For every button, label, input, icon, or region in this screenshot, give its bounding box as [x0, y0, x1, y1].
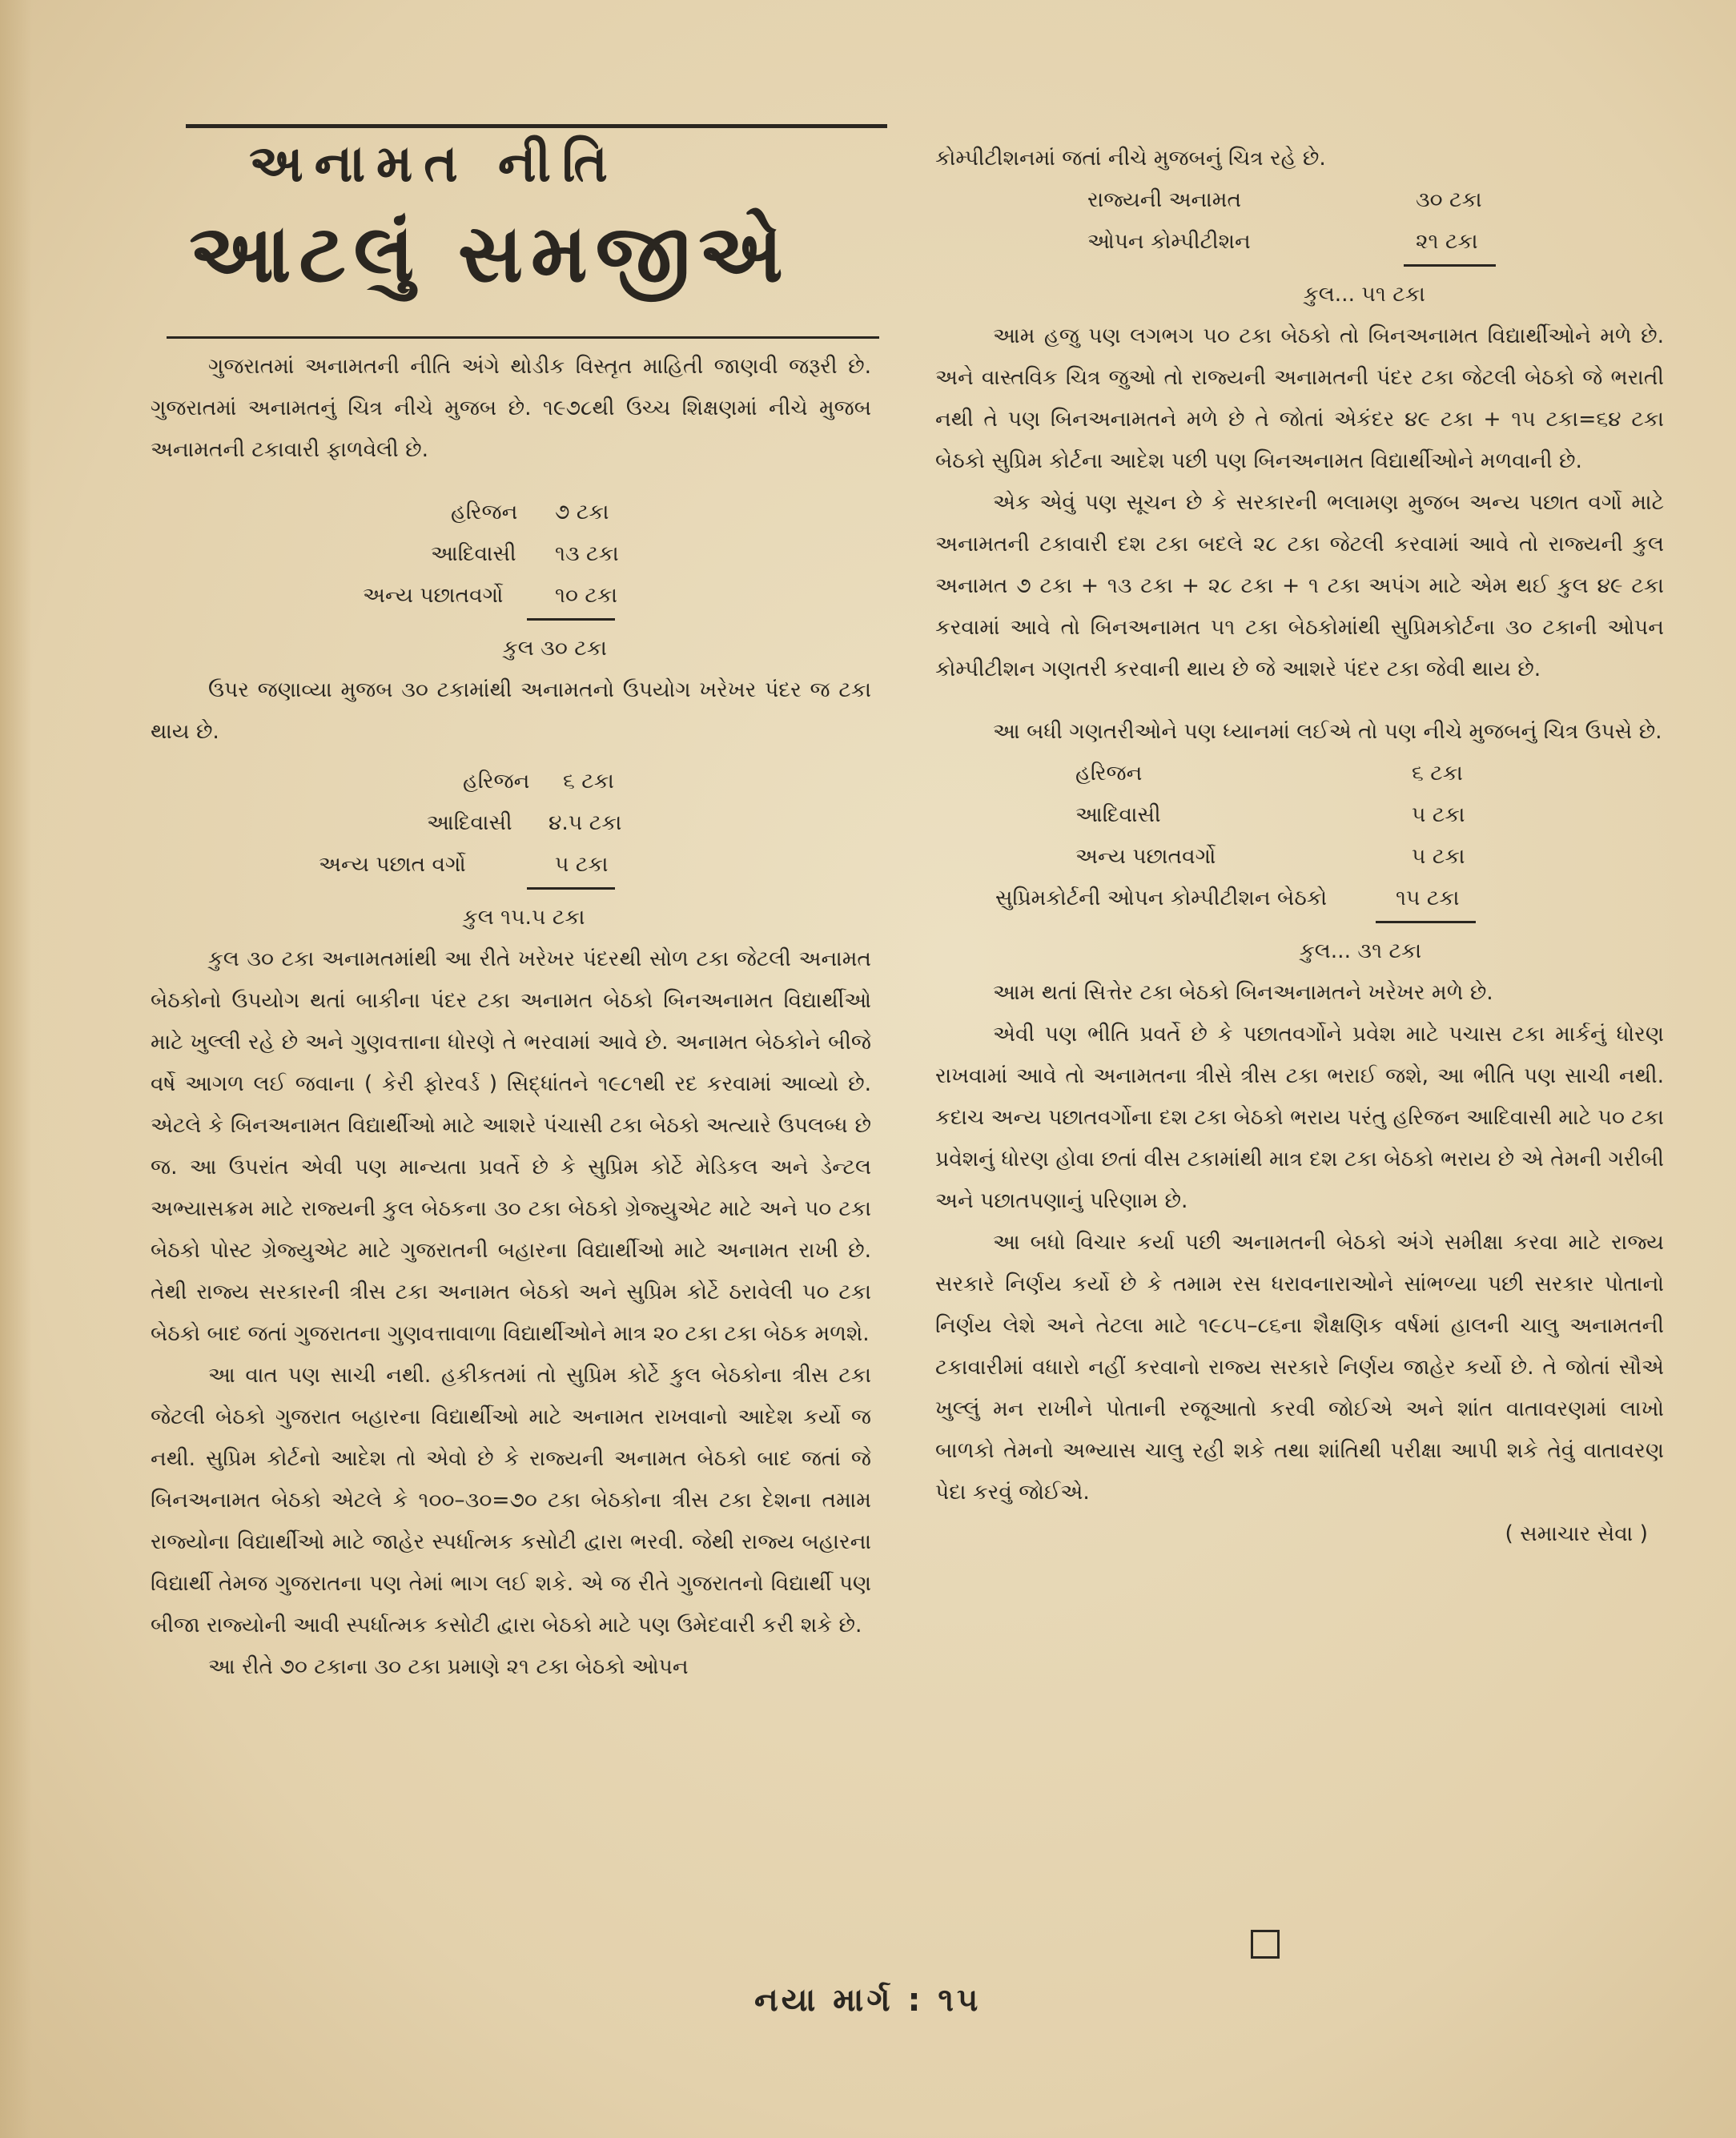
table-value: ૪.૫ ટકા [549, 810, 622, 835]
table-value: ૨૧ ટકા [1416, 229, 1478, 254]
table-value: ૩૦ ટકા [1416, 187, 1482, 212]
page-edge-shading [0, 0, 32, 2138]
paragraph: એવી પણ ભીતિ પ્રવર્તે છે કે પછાતવર્ગોને પ્રવેશ માટે પચાસ ટકા માર્કનું ધોરણ રાખવામાં આવે તો અનામતના ત્રીસે ત્રીસ ટકા ભરાઈ જશે, આ ભીતિ પણ સાચી નથી. કદાચ અન્ય પછાતવર્ગોના દશ ટકા બેઠકો ભરાય પરંતુ હરિજન આદિવાસી માટે ૫૦ ટકા પ્રવેશનું ધોરણ હોવા છતાં વીસ ટકામાંથી માત્ર દશ ટકા બેઠકો ભરાય છે એ તેમની ગરીબી અને પછાતપણાનું પરિણામ છે. [935, 1022, 1664, 1213]
table-total: કુલ ૧૫.૫ ટકા [463, 905, 585, 930]
header-bottom-rule [167, 336, 879, 339]
right-column [935, 138, 1664, 1555]
table-label: અન્ય પછાતવર્ગો [363, 583, 504, 608]
table-label: આદિવાસી [1075, 802, 1161, 827]
paragraph: આ વાત પણ સાચી નથી. હકીકતમાં તો સુપ્રિમ કોર્ટે કુલ બેઠકોના ત્રીસ ટકા જેટલી બેઠકો ગુજરાત બહારના વિદ્યાર્થીઓ માટે અનામત રાખવાનો આદેશ કર્યો જ નથી. સુપ્રિમ કોર્ટનો આદેશ તો એવો છે કે રાજ્યની અનામત બેઠકો બાદ જતાં જે બિનઅનામત બેઠકો એટલે કે ૧૦૦–૩૦=૭૦ ટકા બેઠકોના ત્રીસ ટકા દેશના તમામ રાજ્યોના વિદ્યાર્થીઓ માટે જાહેર સ્પર્ધાત્મક કસોટી દ્વારા ભરવી. જેથી રાજ્ય બહારના વિદ્યાર્થી તેમજ ગુજરાતના પણ તેમાં ભાગ લઈ શકે. એ જ રીતે ગુજરાતનો વિદ્યાર્થી પણ બીજા રાજ્યોની આવી સ્પર્ધાત્મક કસોટી દ્વારા બેઠકો માટે પણ ઉમેદવારી કરી શકે છે. [151, 1363, 871, 1638]
table-total-row [151, 628, 871, 669]
table-label: સુપ્રિમકોર્ટની ઓપન કોમ્પીટીશન બેઠકો [995, 886, 1328, 910]
article-kicker: અનામત નીતિ [249, 135, 619, 194]
paragraph: કુલ ૩૦ ટકા અનામતમાંથી આ રીતે ખરેખર પંદરથી સોળ ટકા જેટલી અનામત બેઠકોનો ઉપયોગ થતાં બાકીના પંદર ટકા અનામત બેઠકો બિનઅનામત વિદ્યાર્થીઓ માટે ખુલ્લી રહે છે અને ગુણવત્તાના ધોરણે તે ભરવામાં આવે છે. અનામત બેઠકોને બીજે વર્ષે આગળ લઈ જવાના ( કેરી ફોરવર્ડ ) સિદ્ધાંતને ૧૯૮૧થી રદ કરવામાં આવ્યો છે. એટલે કે બિનઅનામત વિદ્યાર્થીઓ માટે આશરે પંચાસી ટકા બેઠકો અત્યારે ઉપલબ્ધ છે જ. આ ઉપરાંત એવી પણ માન્યતા પ્રવર્તે છે કે સુપ્રિમ કોર્ટે મેડિકલ અને ડેન્ટલ અભ્યાસક્રમ માટે રાજ્યની કુલ બેઠકના ૩૦ ટકા બેઠકો ગ્રેજ્યુએટ માટે અને ૫૦ ટકા બેઠકો પોસ્ટ ગ્રેજ્યુએટ માટે ગુજરાતની બહારના વિદ્યાર્થીઓ માટે અનામત રાખી છે. તેથી રાજ્ય સરકારની ત્રીસ ટકા અનામત બેઠકો અને સુપ્રિમ કોર્ટે ઠરાવેલી ૫૦ ટકા બેઠકો બાદ જતાં ગુજરાતના ગુણવત્તાવાળા વિદ્યાર્થીઓને માત્ર ૨૦ ટકા ટકા બેઠક મળશે. [151, 946, 871, 1346]
table-total: કુલ... ૩૧ ટકા [1300, 938, 1422, 963]
table-total-rule [527, 887, 615, 890]
table-total-rule [1404, 264, 1496, 267]
table-label: અન્ય પછાતવર્ગો [1075, 844, 1216, 869]
table-row [935, 836, 1664, 878]
paragraph: આ બધો વિચાર કર્યા પછી અનામતની બેઠકો અંગે સમીક્ષા કરવા માટે રાજ્ય સરકારે નિર્ણય કર્યો છે કે તમામ રસ ધરાવનારાઓને સાંભળ્યા પછી સરકાર પોતાનો નિર્ણય લેશે અને તેટલા માટે ૧૯૮૫–૮૬ના શૈક્ષણિક વર્ષમાં હાલની ચાલુ અનામતની ટકાવારીમાં વધારો નહીં કરવાનો રાજ્ય સરકારે નિર્ણય જાહેર કર્યો છે. તે જોતાં સૌએ ખુલ્લું મન રાખીને પોતાની રજૂઆતો કરવી જોઈએ અને શાંત વાતાવરણમાં લાખો બાળકો તેમનો અભ્યાસ ચાલુ રહી શકે તથા શાંતિથી પરીક્ષા આપી શકે તેવું વાતાવરણ પેદા કરવું જોઈએ. [935, 1230, 1664, 1505]
table-value: ૭ ટકા [555, 500, 609, 524]
table-value: ૧૫ ટકા [1396, 886, 1460, 910]
table-row [151, 802, 871, 844]
table-label: હરિજન [463, 769, 530, 794]
table-row [151, 575, 871, 617]
article-title: આટલું સમજીએ [189, 207, 791, 300]
table-total: કુલ ૩૦ ટકા [503, 636, 607, 661]
table-value: ૬ ટકા [1412, 761, 1463, 786]
actual-usage-table [151, 761, 871, 938]
table-row [151, 533, 871, 575]
header-top-rule [186, 124, 887, 128]
intro-paragraph: ગુજરાતમાં અનામતની નીતિ અંગે થોડીક વિસ્તૃત માહિતી જાણવી જરૂરી છે. ગુજરાતમાં અનામતનું ચિત્ર નીચે મુજબ છે. ૧૯૭૮થી ઉચ્ચ શિક્ષણમાં નીચે મુજબ અનામતની ટકાવારી ફાળવેલી છે. [151, 354, 871, 462]
table-total-row [935, 274, 1664, 315]
end-mark-icon [1251, 1930, 1280, 1959]
table-label: અન્ય પછાત વર્ગો [319, 852, 466, 877]
table-value: ૧૦ ટકા [555, 583, 617, 608]
table-label: આદિવાસી [431, 541, 516, 566]
table-row [935, 221, 1664, 263]
table-row [151, 844, 871, 886]
table-value: ૧૩ ટકા [555, 541, 619, 566]
table-value: ૫ ટકા [555, 852, 609, 877]
table-row [935, 794, 1664, 836]
table-row [935, 179, 1664, 221]
paragraph: એક એવું પણ સૂચન છે કે સરકારની ભલામણ મુજબ અન્ય પછાત વર્ગો માટે અનામતની ટકાવારી દશ ટકા બદલે ૨૮ ટકા જેટલી કરવામાં આવે તો રાજ્યની કુલ અનામત ૭ ટકા + ૧૩ ટકા + ૨૮ ટકા + ૧ ટકા અપંગ માટે એમ થઈ કુલ ૪૯ ટકા કરવામાં આવે તો બિનઅનામત ૫૧ ટકા બેઠકોમાંથી સુપ્રિમકોર્ટના ૩૦ ટકાની ઓપન કોમ્પીટીશન ગણતરી કરવાની થાય છે જે આશરે પંદર ટકા જેવી થાય છે. [935, 490, 1664, 681]
table-row [151, 492, 871, 533]
table-label: રાજ્યની અનામત [1087, 187, 1242, 212]
paragraph: આ બધી ગણતરીઓને પણ ધ્યાનમાં લઈએ તો પણ નીચે મુજબનું ચિત્ર ઉપસે છે. [993, 719, 1662, 744]
table-label: હરિજન [1075, 761, 1143, 786]
paragraph: આમ થતાં સિત્તેર ટકા બેઠકો બિનઅનામતને ખરેખર મળે છે. [993, 980, 1493, 1005]
table-row [935, 878, 1664, 919]
final-picture-table [935, 753, 1664, 972]
paragraph: ઉપર જણાવ્યા મુજબ ૩૦ ટકામાંથી અનામતનો ઉપયોગ ખરેખર પંદર જ ટકા થાય છે. [151, 677, 871, 744]
table-value: ૬ ટકા [563, 769, 614, 794]
paragraph: કોમ્પીટીશનમાં જતાં નીચે મુજબનું ચિત્ર રહે છે. [935, 146, 1326, 171]
table-label: આદિવાસી [427, 810, 512, 835]
news-source: ( સમાચાર સેવા ) [1505, 1521, 1648, 1546]
table-total-row [935, 930, 1664, 972]
paragraph: આ રીતે ૭૦ ટકાના ૩૦ ટકા પ્રમાણે ૨૧ ટકા બેઠકો ઓપન [208, 1654, 689, 1679]
table-label: હરિજન [451, 500, 518, 524]
table-label: ઓપન કોમ્પીટીશન [1087, 229, 1251, 254]
table-total: કુલ... ૫૧ ટકા [1304, 282, 1425, 307]
table-value: ૫ ટકા [1412, 802, 1465, 827]
source-line [935, 1513, 1664, 1555]
table-total-rule [527, 618, 615, 621]
paragraph: આમ હજુ પણ લગભગ ૫૦ ટકા બેઠકો તો બિનઅનામત વિદ્યાર્થીઓને મળે છે. અને વાસ્તવિક ચિત્ર જુઓ તો રાજ્યની અનામતની પંદર ટકા જેટલી બેઠકો જે ભરાતી નથી તે પણ બિનઅનામતને મળે છે તે જોતાં એકંદર ૪૯ ટકા + ૧૫ ટકા=૬૪ ટકા બેઠકો સુપ્રિમ કોર્ટના આદેશ પછી પણ બિનઅનામત વિદ્યાર્થીઓને મળવાની છે. [935, 324, 1664, 473]
reservation-table-1978 [151, 492, 871, 669]
table-total-rule [1376, 921, 1476, 923]
page-footer: નયા માર્ગ : ૧૫ [754, 1982, 982, 2019]
table-row [935, 753, 1664, 794]
table-value: ૫ ટકા [1412, 844, 1465, 869]
left-column [151, 346, 871, 1688]
table-total-row [151, 897, 871, 938]
open-competition-table [935, 179, 1664, 315]
table-row [151, 761, 871, 802]
